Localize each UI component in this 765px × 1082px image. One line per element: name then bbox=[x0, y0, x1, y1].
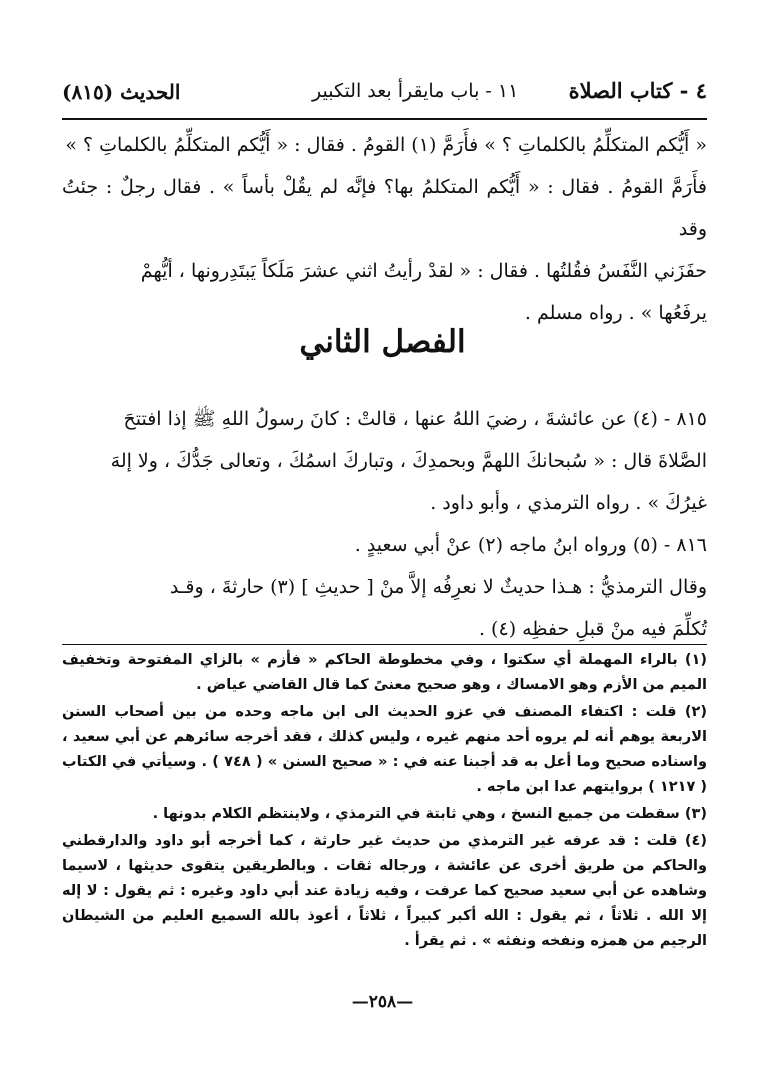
hadith-line: الصَّلاةَ قال : « سُبحانكَ اللهمَّ وبحمدِكَ ، وتباركَ اسمُكَ ، وتعالى جَدُّكَ ، ولا إلهَ bbox=[110, 450, 707, 472]
hadith-line: ٨١٦ - (٥) ورواه ابنُ ماجه (٢) عنْ أبي سعيدٍ . bbox=[354, 534, 707, 556]
continuation-text bbox=[62, 124, 707, 334]
section-title: الفصل الثاني bbox=[299, 324, 466, 360]
chapter-label: ١١ - باب مايقرأ بعد التكبير bbox=[312, 80, 519, 102]
footnote-4: (٤) قلت : قد عرفه غير الترمذي من حديث غير حارثة ، كما أخرجه أبو داود والدارقطني والحاكم من طريق أخرى عن عائشة ، ورجاله ثقات . وبالطريقين يتقوى حديثها ، لاسيما وشاهده عن أبي سعيد صحيح كما عرفت ، وفيه زيادة عند أبي داود وغيره : ثم يقول : لا إله إلا الله . ثلاثاً ، ثم يقول : الله أكبر كبيراً ، ثلاثاً ، أعوذ بالله السميع العليم من الشيطان الرجيم من همزه ونفخه ونفثه » . ثم يقرأ . bbox=[62, 833, 707, 949]
header-divider bbox=[62, 118, 707, 120]
continuation-line: « أَيُّكم المتكلِّمُ بالكلماتِ ؟ » فأَرَمَّ (١) القومُ . فقال : « أَيُّكم المتكلِّمُ بالكلماتِ ؟ » bbox=[65, 134, 707, 156]
continuation-line: يرفَعُها » . رواه مسلم . bbox=[524, 302, 707, 324]
hadith-text bbox=[62, 398, 707, 650]
hadith-number-label: الحديث (٨١٥) bbox=[62, 80, 181, 104]
hadith-line: ٨١٥ - (٤) عن عائشةَ ، رضيَ اللهُ عنها ، قالتْ : كانَ رسولُ اللهِ ﷺ إذا افتتحَ bbox=[123, 408, 707, 430]
continuation-line: فأَرَمَّ القومُ . فقال : « أَيُّكم المتكلمُ بها؟ فإنَّه لم يقُلْ بأساً » . فقال رجلٌ : جئتُ وقد bbox=[62, 176, 707, 240]
hadith-line: تُكلِّمَ فيه منْ قبلِ حفظِه (٤) . bbox=[478, 618, 707, 640]
hadith-line: غيرُكَ » . رواه الترمذي ، وأبو داود . bbox=[430, 492, 707, 514]
footnote-divider bbox=[62, 644, 707, 645]
footnotes bbox=[62, 648, 707, 956]
footnote-1: (١) بالراء المهملة أي سكتوا ، وفي مخطوطة الحاكم « فأزم » بالزاي المفتوحة وتخفيف الميم من الأزم وهو الامساك ، وهو صحيح معنىً كما قال القاضي عياض . bbox=[62, 652, 707, 693]
book-section-label: ٤ - كتاب الصلاة bbox=[568, 78, 707, 103]
footnote-3: (٣) سقطت من جميع النسخ ، وهي ثابتة في الترمذي ، ولاينتظم الكلام بدونها . bbox=[152, 806, 707, 822]
running-header bbox=[62, 72, 707, 116]
footnote-2: (٢) قلت : اكتفاء المصنف في عزو الحديث الى ابن ماجه وحده من بين أصحاب السنن الاربعة يوهم أنه لم يروه أحد منهم غيره ، وليس كذلك ، فقد أخرجه سائرهم عن أبي سعيد ، واسناده صحيح وما أعل به قد أجبنا عنه في : « صحيح السنن » ( ٧٤٨ ) . وسيأتي في الكتاب ( ١٢١٧ ) بروايتهم عدا ابن ماجه . bbox=[62, 704, 707, 795]
hadith-line: وقال الترمذيُّ : هـذا حديثٌ لا نعرِفُه إلاَّ منْ [ حديثِ ] (٣) حارثةَ ، وقـد bbox=[169, 576, 707, 598]
continuation-line: حفَزَني النَّفَسُ فقُلتُها . فقال : « لقدْ رأيتُ اثني عشرَ مَلَكاً يَبتَدِرونها ، أيُّهمْ bbox=[140, 260, 707, 282]
page-number: —٢٥٨— bbox=[351, 992, 414, 1012]
